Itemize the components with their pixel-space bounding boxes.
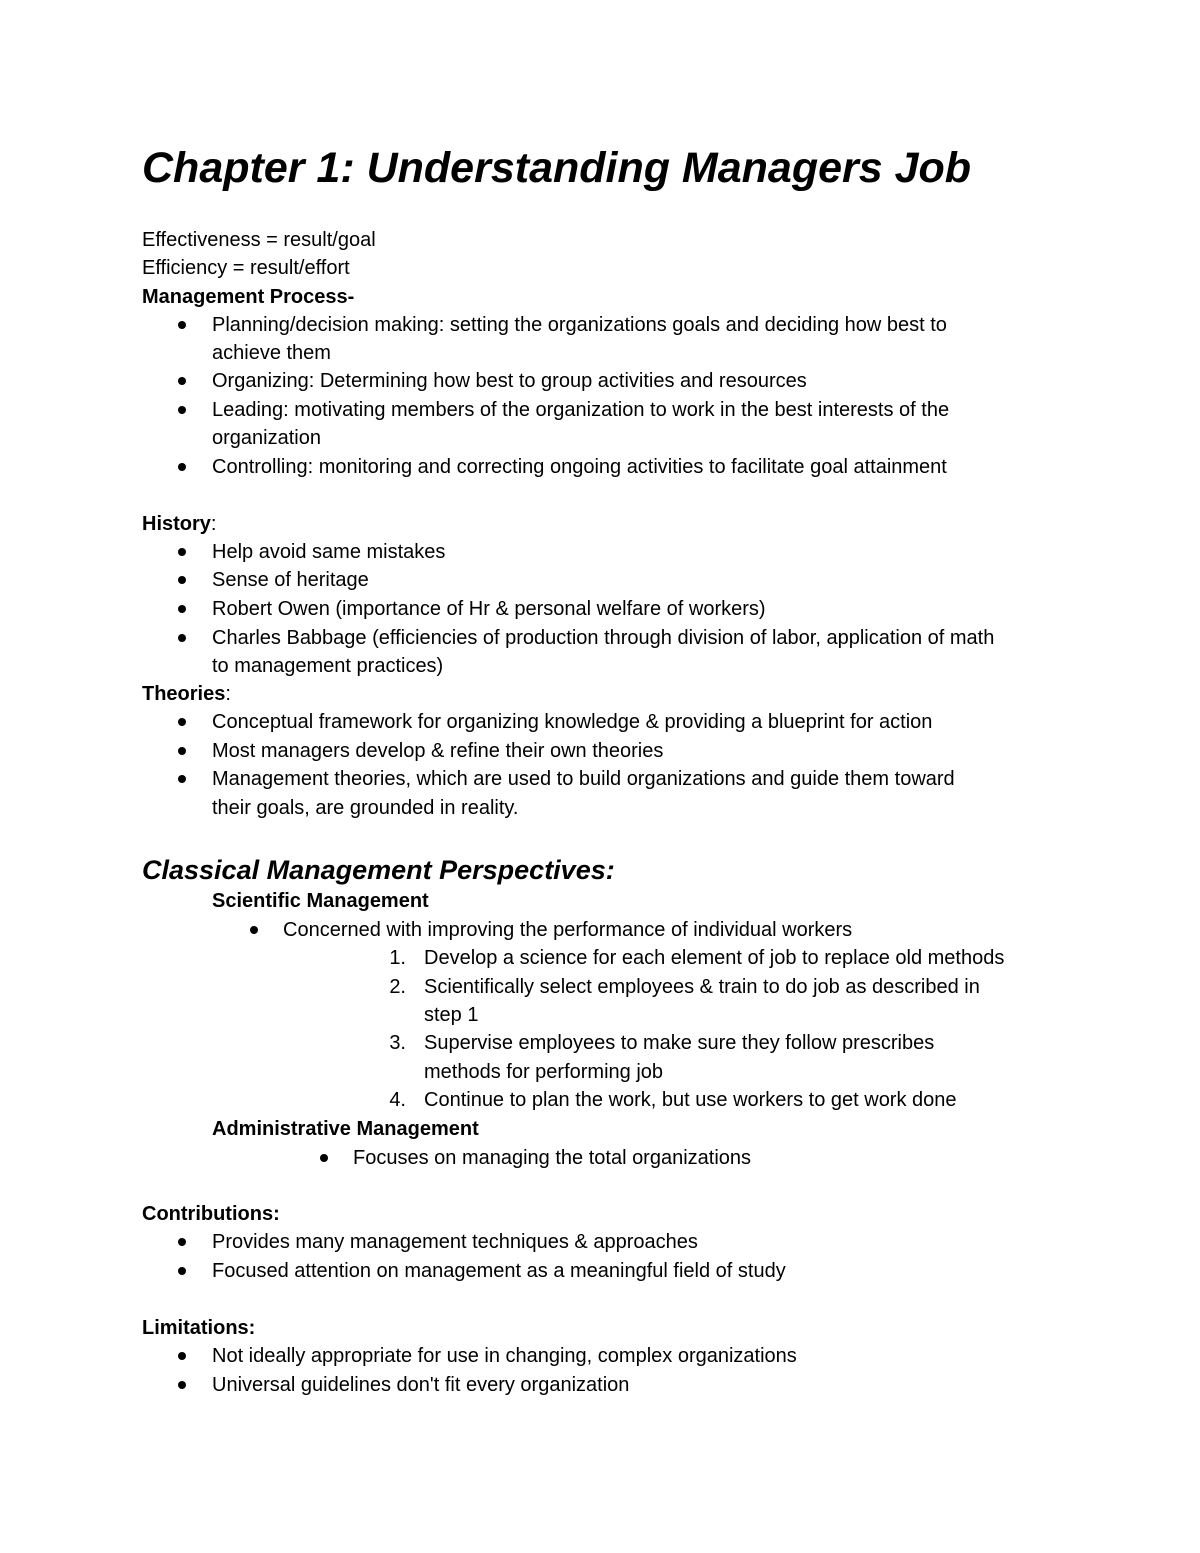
list-item: Management theories, which are used to build organizations and guide them toward <box>212 768 955 790</box>
bullet-icon <box>178 1381 186 1389</box>
list-item: Help avoid same mistakes <box>212 541 446 563</box>
bullet-icon <box>178 605 186 613</box>
administrative-bullet: Focuses on managing the total organizations <box>353 1147 752 1169</box>
step-number: 4. <box>389 1089 406 1111</box>
limitations-heading: Limitations: <box>142 1317 256 1339</box>
step-number: 1. <box>389 947 406 969</box>
bullet-icon <box>178 775 186 783</box>
list-item-continuation: their goals, are grounded in reality. <box>212 797 519 819</box>
bullet-icon <box>178 718 186 726</box>
list-item-continuation: achieve them <box>212 342 331 364</box>
bullet-icon <box>320 1154 328 1162</box>
list-item: Most managers develop & refine their own theories <box>212 740 664 762</box>
list-item: Organizing: Determining how best to group activities and resources <box>212 370 807 392</box>
list-item: Sense of heritage <box>212 569 369 591</box>
step-number: 2. <box>389 976 406 998</box>
bullet-icon <box>178 548 186 556</box>
administrative-management-heading: Administrative Management <box>212 1118 479 1140</box>
list-item: Robert Owen (importance of Hr & personal welfare of workers) <box>212 598 766 620</box>
theories-heading: Theories: <box>142 683 231 705</box>
bullet-icon <box>178 406 186 414</box>
step-text: Scientifically select employees & train to do job as described in <box>424 976 980 998</box>
bullet-icon <box>250 926 258 934</box>
page-title: Chapter 1: Understanding Managers Job <box>142 144 972 192</box>
step-text-continuation: step 1 <box>424 1004 479 1026</box>
history-heading: History: <box>142 513 217 535</box>
contributions-heading: Contributions: <box>142 1203 280 1225</box>
efficiency-definition: Efficiency = result/effort <box>142 257 350 279</box>
list-item: Planning/decision making: setting the organizations goals and deciding how best to <box>212 314 947 336</box>
list-item: Universal guidelines don't fit every organization <box>212 1374 630 1396</box>
list-item: Focused attention on management as a meaningful field of study <box>212 1260 786 1282</box>
list-item: Conceptual framework for organizing knowledge & providing a blueprint for action <box>212 711 933 733</box>
list-item-continuation: to management practices) <box>212 655 444 677</box>
classical-heading: Classical Management Perspectives: <box>142 855 615 885</box>
list-item: Leading: motivating members of the organization to work in the best interests of the <box>212 399 950 421</box>
step-number: 3. <box>389 1032 406 1054</box>
bullet-icon <box>178 747 186 755</box>
scientific-bullet: Concerned with improving the performance of individual workers <box>283 919 853 941</box>
bullet-icon <box>178 1238 186 1246</box>
bullet-icon <box>178 576 186 584</box>
bullet-icon <box>178 1352 186 1360</box>
step-text: Continue to plan the work, but use workers to get work done <box>424 1089 957 1111</box>
list-item: Not ideally appropriate for use in changing, complex organizations <box>212 1345 797 1367</box>
list-item: Provides many management techniques & approaches <box>212 1231 698 1253</box>
step-text: Develop a science for each element of job to replace old methods <box>424 947 1005 969</box>
list-item: Charles Babbage (efficiencies of production through division of labor, application of math <box>212 627 995 649</box>
bullet-icon <box>178 1267 186 1275</box>
bullet-icon <box>178 463 186 471</box>
scientific-management-heading: Scientific Management <box>212 890 429 912</box>
step-text: Supervise employees to make sure they follow prescribes <box>424 1032 935 1054</box>
step-text-continuation: methods for performing job <box>424 1061 664 1083</box>
list-item-continuation: organization <box>212 427 321 449</box>
management-process-heading: Management Process- <box>142 286 355 308</box>
effectiveness-definition: Effectiveness = result/goal <box>142 229 376 251</box>
list-item: Controlling: monitoring and correcting ongoing activities to facilitate goal attainment <box>212 456 947 478</box>
bullet-icon <box>178 634 186 642</box>
bullet-icon <box>178 377 186 385</box>
bullet-icon <box>178 321 186 329</box>
